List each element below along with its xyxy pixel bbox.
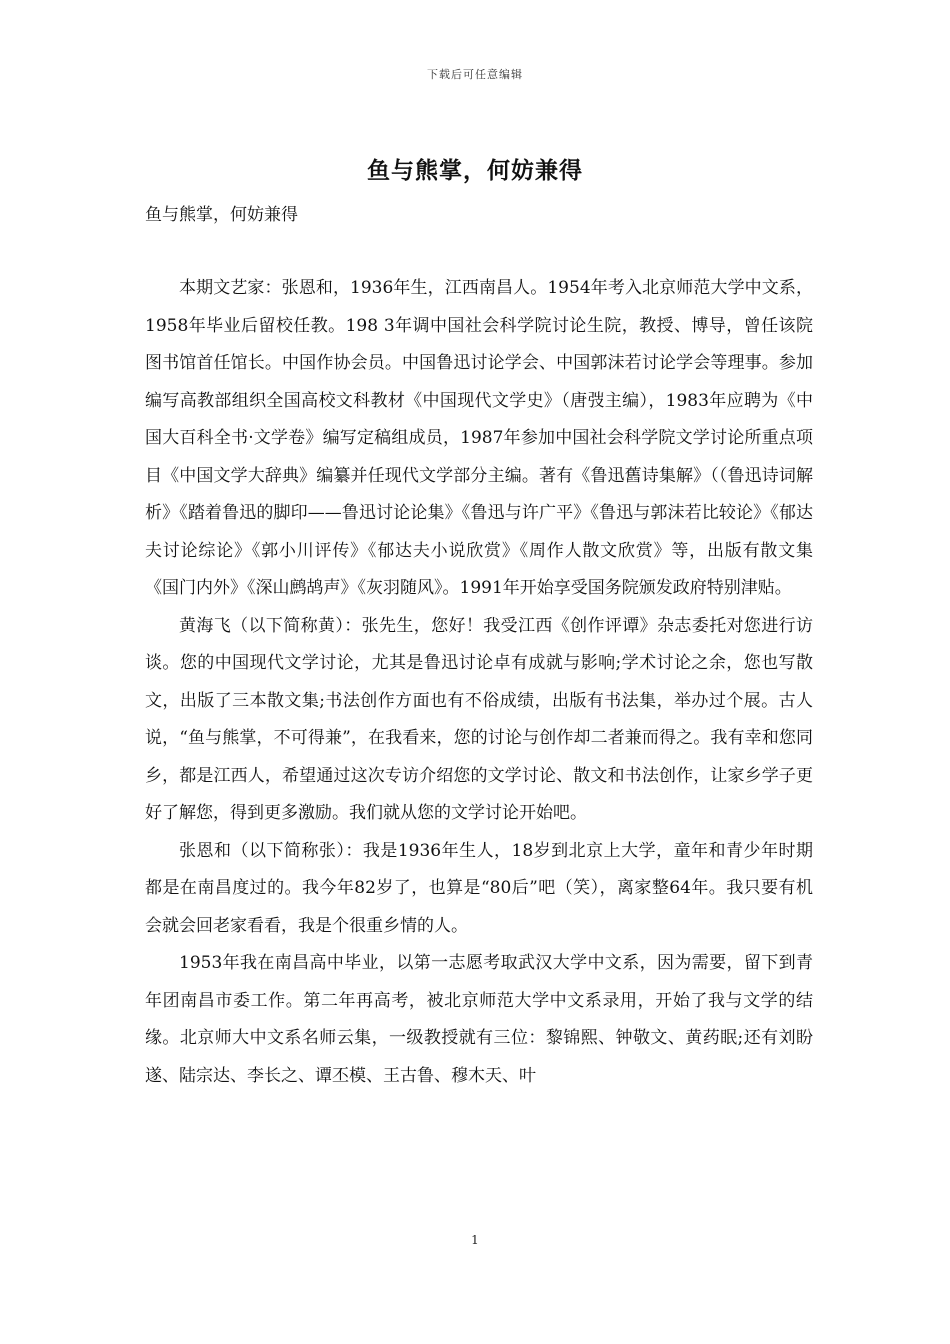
page-number: 1 (471, 1233, 479, 1247)
document-subtitle: 鱼与熊掌，何妨兼得 (145, 205, 298, 225)
paragraph-answer-childhood: 张恩和（以下简称张）：我是1936年生人，18岁到北京上大学，童年和青少年时期都是在南昌度过的。我今年82岁了，也算是“80后”吧（笑），离家整64年。我只要有机会就会回老家看看，我是个很重乡情的人。 (145, 840, 813, 936)
paragraph-interviewer-question: 黄海飞（以下简称黄）：张先生，您好！我受江西《创作评谭》杂志委托对您进行访谈。您的中国现代文学讨论，尤其是鲁迅讨论卓有成就与影响;学术讨论之余，您也写散文，出版了三本散文集;书法创作方面也有不俗成绩，出版有书法集，举办过个展。古人说，“鱼与熊掌，不可得兼”，在我看来，您的讨论与创作却二者兼而得之。我有幸和您同乡，都是江西人，希望通过这次专访介绍您的文学讨论、散文和书法创作，让家乡学子更好了解您，得到更多激励。我们就从您的文学讨论开始吧。 (145, 615, 813, 823)
document-title: 鱼与熊掌，何妨兼得 (367, 157, 583, 184)
paragraph-answer-university: 1953年我在南昌高中毕业，以第一志愿考取武汉大学中文系，因为需要，留下到青年团南昌市委工作。第二年再高考，被北京师范大学中文系录用，开始了我与文学的结缘。北京师大中文系名师云集，一级教授就有三位：黎锦熙、钟敬文、黄药眠;还有刘盼遂、陆宗达、李长之、谭丕模、王古鲁、穆木天、叶 (145, 953, 813, 1086)
page-header-note: 下载后可任意编辑 (427, 68, 523, 81)
paragraph-artist-intro: 本期文艺家：张恩和，1936年生，江西南昌人。1954年考入北京师范大学中文系，1958年毕业后留校任教。198 3年调中国社会科学院讨论生院，教授、博导，曾任该院图书馆首任馆长。中国作协会员。中国鲁迅讨论学会、中国郭沫若讨论学会等理事。参加编写高教部组织全国高校文科教材《中国现代文学史》（唐弢主编），1983年应聘为《中国大百科全书·文学卷》编写定稿组成员，1987年参加中国社会科学院文学讨论所重点项目《中国文学大辞典》编纂并任现代文学部分主编。著有《鲁迅舊诗集解》（（鲁迅诗词解析》《踏着鲁迅的脚印——鲁迅讨论论集》《鲁迅与许广平》《鲁迅与郭沫若比较论》《郁达夫讨论综论》《郭小川评传》《郁达夫小说欣赏》《周作人散文欣赏》等，出版有散文集《国门内外》《深山鹧鸪声》《灰羽随风》。1991年开始享受国务院颁发政府特别津贴。 (145, 278, 813, 598)
document-body (145, 270, 813, 1095)
